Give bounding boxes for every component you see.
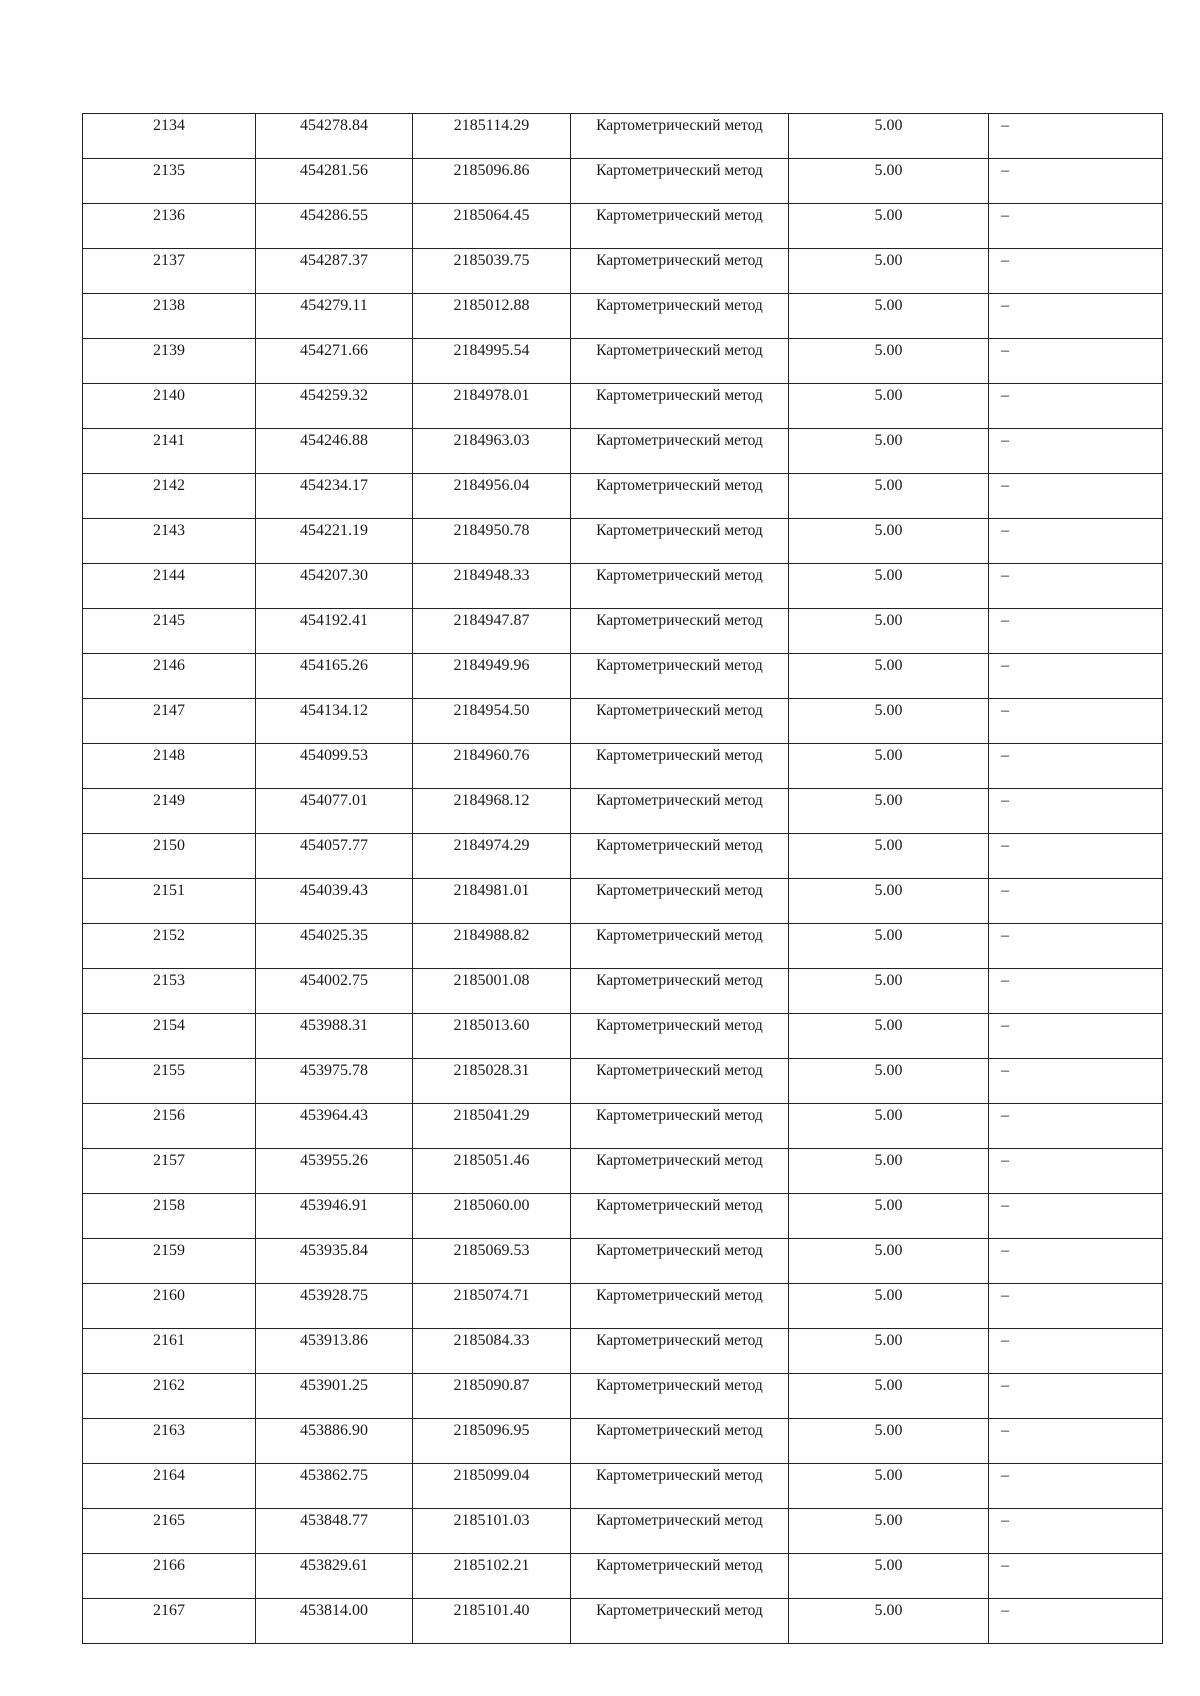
y-coordinate-cell: 2184947.87 (413, 609, 571, 654)
accuracy-cell: 5.00 (789, 429, 989, 474)
point-number-cell: 2158 (83, 1194, 256, 1239)
y-coordinate-cell: 2185039.75 (413, 249, 571, 294)
y-coordinate-cell: 2185041.29 (413, 1104, 571, 1149)
note-cell: – (989, 1374, 1163, 1419)
y-coordinate-cell: 2184995.54 (413, 339, 571, 384)
method-cell: Картометрический метод (571, 744, 789, 789)
accuracy-cell: 5.00 (789, 159, 989, 204)
x-coordinate-cell: 454025.35 (256, 924, 413, 969)
method-cell: Картометрический метод (571, 159, 789, 204)
method-cell: Картометрический метод (571, 1509, 789, 1554)
note-cell: – (989, 1419, 1163, 1464)
x-coordinate-cell: 454221.19 (256, 519, 413, 564)
x-coordinate-cell: 453913.86 (256, 1329, 413, 1374)
method-cell: Картометрический метод (571, 519, 789, 564)
x-coordinate-cell: 454099.53 (256, 744, 413, 789)
point-number-cell: 2156 (83, 1104, 256, 1149)
note-cell: – (989, 1464, 1163, 1509)
table-row (83, 1239, 1163, 1284)
method-cell: Картометрический метод (571, 654, 789, 699)
note-cell: – (989, 969, 1163, 1014)
point-number-cell: 2137 (83, 249, 256, 294)
note-cell: – (989, 1239, 1163, 1284)
accuracy-cell: 5.00 (789, 1329, 989, 1374)
method-cell: Картометрический метод (571, 474, 789, 519)
method-cell: Картометрический метод (571, 249, 789, 294)
y-coordinate-cell: 2185001.08 (413, 969, 571, 1014)
note-cell: – (989, 699, 1163, 744)
method-cell: Картометрический метод (571, 294, 789, 339)
method-cell: Картометрический метод (571, 1104, 789, 1149)
y-coordinate-cell: 2185013.60 (413, 1014, 571, 1059)
x-coordinate-cell: 453946.91 (256, 1194, 413, 1239)
method-cell: Картометрический метод (571, 969, 789, 1014)
table-row (83, 1149, 1163, 1194)
table-row (83, 249, 1163, 294)
x-coordinate-cell: 453901.25 (256, 1374, 413, 1419)
table-row (83, 1014, 1163, 1059)
table-row (83, 339, 1163, 384)
note-cell: – (989, 744, 1163, 789)
table-row (83, 834, 1163, 879)
method-cell: Картометрический метод (571, 699, 789, 744)
point-number-cell: 2154 (83, 1014, 256, 1059)
method-cell: Картометрический метод (571, 1599, 789, 1644)
point-number-cell: 2162 (83, 1374, 256, 1419)
x-coordinate-cell: 454134.12 (256, 699, 413, 744)
y-coordinate-cell: 2185096.86 (413, 159, 571, 204)
x-coordinate-cell: 454281.56 (256, 159, 413, 204)
y-coordinate-cell: 2184968.12 (413, 789, 571, 834)
note-cell: – (989, 384, 1163, 429)
method-cell: Картометрический метод (571, 1284, 789, 1329)
point-number-cell: 2167 (83, 1599, 256, 1644)
table-row (83, 474, 1163, 519)
y-coordinate-cell: 2184960.76 (413, 744, 571, 789)
note-cell: – (989, 294, 1163, 339)
table-row (83, 924, 1163, 969)
accuracy-cell: 5.00 (789, 1149, 989, 1194)
table-row (83, 1104, 1163, 1149)
table-row (83, 744, 1163, 789)
x-coordinate-cell: 453975.78 (256, 1059, 413, 1104)
accuracy-cell: 5.00 (789, 1509, 989, 1554)
accuracy-cell: 5.00 (789, 924, 989, 969)
accuracy-cell: 5.00 (789, 1059, 989, 1104)
method-cell: Картометрический метод (571, 1419, 789, 1464)
point-number-cell: 2146 (83, 654, 256, 699)
y-coordinate-cell: 2184978.01 (413, 384, 571, 429)
x-coordinate-cell: 454287.37 (256, 249, 413, 294)
y-coordinate-cell: 2185102.21 (413, 1554, 571, 1599)
note-cell: – (989, 1059, 1163, 1104)
accuracy-cell: 5.00 (789, 744, 989, 789)
method-cell: Картометрический метод (571, 1149, 789, 1194)
x-coordinate-cell: 453935.84 (256, 1239, 413, 1284)
point-number-cell: 2135 (83, 159, 256, 204)
x-coordinate-cell: 454002.75 (256, 969, 413, 1014)
note-cell: – (989, 1194, 1163, 1239)
method-cell: Картометрический метод (571, 1464, 789, 1509)
x-coordinate-cell: 453928.75 (256, 1284, 413, 1329)
point-number-cell: 2140 (83, 384, 256, 429)
coordinates-table (82, 113, 1163, 1644)
table-row (83, 879, 1163, 924)
accuracy-cell: 5.00 (789, 519, 989, 564)
point-number-cell: 2152 (83, 924, 256, 969)
x-coordinate-cell: 454246.88 (256, 429, 413, 474)
method-cell: Картометрический метод (571, 384, 789, 429)
accuracy-cell: 5.00 (789, 1239, 989, 1284)
note-cell: – (989, 114, 1163, 159)
y-coordinate-cell: 2184963.03 (413, 429, 571, 474)
note-cell: – (989, 879, 1163, 924)
method-cell: Картометрический метод (571, 924, 789, 969)
point-number-cell: 2139 (83, 339, 256, 384)
method-cell: Картометрический метод (571, 879, 789, 924)
table-row (83, 1464, 1163, 1509)
table-row (83, 204, 1163, 249)
y-coordinate-cell: 2185084.33 (413, 1329, 571, 1374)
accuracy-cell: 5.00 (789, 384, 989, 429)
note-cell: – (989, 249, 1163, 294)
method-cell: Картометрический метод (571, 1014, 789, 1059)
y-coordinate-cell: 2184988.82 (413, 924, 571, 969)
point-number-cell: 2136 (83, 204, 256, 249)
y-coordinate-cell: 2184981.01 (413, 879, 571, 924)
table-row (83, 159, 1163, 204)
x-coordinate-cell: 453955.26 (256, 1149, 413, 1194)
method-cell: Картометрический метод (571, 1554, 789, 1599)
note-cell: – (989, 1104, 1163, 1149)
point-number-cell: 2165 (83, 1509, 256, 1554)
y-coordinate-cell: 2185060.00 (413, 1194, 571, 1239)
y-coordinate-cell: 2184956.04 (413, 474, 571, 519)
note-cell: – (989, 519, 1163, 564)
table-row (83, 1194, 1163, 1239)
table-row (83, 564, 1163, 609)
accuracy-cell: 5.00 (789, 1194, 989, 1239)
point-number-cell: 2144 (83, 564, 256, 609)
x-coordinate-cell: 454234.17 (256, 474, 413, 519)
method-cell: Картометрический метод (571, 339, 789, 384)
point-number-cell: 2166 (83, 1554, 256, 1599)
point-number-cell: 2164 (83, 1464, 256, 1509)
method-cell: Картометрический метод (571, 1374, 789, 1419)
accuracy-cell: 5.00 (789, 1599, 989, 1644)
table-row (83, 654, 1163, 699)
note-cell: – (989, 204, 1163, 249)
x-coordinate-cell: 454286.55 (256, 204, 413, 249)
accuracy-cell: 5.00 (789, 654, 989, 699)
accuracy-cell: 5.00 (789, 474, 989, 519)
x-coordinate-cell: 453886.90 (256, 1419, 413, 1464)
y-coordinate-cell: 2184948.33 (413, 564, 571, 609)
note-cell: – (989, 1284, 1163, 1329)
point-number-cell: 2145 (83, 609, 256, 654)
x-coordinate-cell: 454279.11 (256, 294, 413, 339)
method-cell: Картометрический метод (571, 204, 789, 249)
note-cell: – (989, 789, 1163, 834)
x-coordinate-cell: 453848.77 (256, 1509, 413, 1554)
y-coordinate-cell: 2185064.45 (413, 204, 571, 249)
y-coordinate-cell: 2185090.87 (413, 1374, 571, 1419)
point-number-cell: 2160 (83, 1284, 256, 1329)
accuracy-cell: 5.00 (789, 1554, 989, 1599)
table-row (83, 114, 1163, 159)
accuracy-cell: 5.00 (789, 969, 989, 1014)
method-cell: Картометрический метод (571, 429, 789, 474)
accuracy-cell: 5.00 (789, 699, 989, 744)
table-row (83, 1554, 1163, 1599)
point-number-cell: 2147 (83, 699, 256, 744)
x-coordinate-cell: 454057.77 (256, 834, 413, 879)
y-coordinate-cell: 2184949.96 (413, 654, 571, 699)
accuracy-cell: 5.00 (789, 249, 989, 294)
note-cell: – (989, 1599, 1163, 1644)
y-coordinate-cell: 2184974.29 (413, 834, 571, 879)
method-cell: Картометрический метод (571, 834, 789, 879)
y-coordinate-cell: 2185012.88 (413, 294, 571, 339)
accuracy-cell: 5.00 (789, 564, 989, 609)
point-number-cell: 2142 (83, 474, 256, 519)
y-coordinate-cell: 2185101.03 (413, 1509, 571, 1554)
point-number-cell: 2141 (83, 429, 256, 474)
y-coordinate-cell: 2185099.04 (413, 1464, 571, 1509)
point-number-cell: 2138 (83, 294, 256, 339)
note-cell: – (989, 834, 1163, 879)
accuracy-cell: 5.00 (789, 1284, 989, 1329)
method-cell: Картометрический метод (571, 789, 789, 834)
method-cell: Картометрический метод (571, 609, 789, 654)
table-row (83, 1284, 1163, 1329)
note-cell: – (989, 159, 1163, 204)
point-number-cell: 2157 (83, 1149, 256, 1194)
point-number-cell: 2153 (83, 969, 256, 1014)
accuracy-cell: 5.00 (789, 1374, 989, 1419)
table-row (83, 1329, 1163, 1374)
method-cell: Картометрический метод (571, 114, 789, 159)
note-cell: – (989, 339, 1163, 384)
x-coordinate-cell: 453964.43 (256, 1104, 413, 1149)
table-row (83, 1374, 1163, 1419)
point-number-cell: 2155 (83, 1059, 256, 1104)
accuracy-cell: 5.00 (789, 339, 989, 384)
x-coordinate-cell: 454165.26 (256, 654, 413, 699)
coordinates-table-body (83, 114, 1163, 1644)
method-cell: Картометрический метод (571, 1194, 789, 1239)
accuracy-cell: 5.00 (789, 879, 989, 924)
x-coordinate-cell: 453988.31 (256, 1014, 413, 1059)
x-coordinate-cell: 453829.61 (256, 1554, 413, 1599)
accuracy-cell: 5.00 (789, 1104, 989, 1149)
note-cell: – (989, 1014, 1163, 1059)
x-coordinate-cell: 453862.75 (256, 1464, 413, 1509)
y-coordinate-cell: 2185101.40 (413, 1599, 571, 1644)
table-row (83, 789, 1163, 834)
table-row (83, 1599, 1163, 1644)
accuracy-cell: 5.00 (789, 204, 989, 249)
table-row (83, 609, 1163, 654)
y-coordinate-cell: 2185114.29 (413, 114, 571, 159)
point-number-cell: 2143 (83, 519, 256, 564)
x-coordinate-cell: 454039.43 (256, 879, 413, 924)
note-cell: – (989, 1509, 1163, 1554)
note-cell: – (989, 924, 1163, 969)
accuracy-cell: 5.00 (789, 1419, 989, 1464)
y-coordinate-cell: 2185069.53 (413, 1239, 571, 1284)
point-number-cell: 2149 (83, 789, 256, 834)
point-number-cell: 2159 (83, 1239, 256, 1284)
table-row (83, 1059, 1163, 1104)
method-cell: Картометрический метод (571, 1329, 789, 1374)
table-row (83, 429, 1163, 474)
y-coordinate-cell: 2184954.50 (413, 699, 571, 744)
table-row (83, 384, 1163, 429)
y-coordinate-cell: 2185051.46 (413, 1149, 571, 1194)
note-cell: – (989, 654, 1163, 699)
accuracy-cell: 5.00 (789, 789, 989, 834)
note-cell: – (989, 429, 1163, 474)
x-coordinate-cell: 454278.84 (256, 114, 413, 159)
x-coordinate-cell: 454192.41 (256, 609, 413, 654)
x-coordinate-cell: 453814.00 (256, 1599, 413, 1644)
table-row (83, 294, 1163, 339)
accuracy-cell: 5.00 (789, 294, 989, 339)
y-coordinate-cell: 2184950.78 (413, 519, 571, 564)
accuracy-cell: 5.00 (789, 1464, 989, 1509)
point-number-cell: 2163 (83, 1419, 256, 1464)
y-coordinate-cell: 2185028.31 (413, 1059, 571, 1104)
note-cell: – (989, 1329, 1163, 1374)
method-cell: Картометрический метод (571, 564, 789, 609)
table-row (83, 699, 1163, 744)
method-cell: Картометрический метод (571, 1239, 789, 1284)
accuracy-cell: 5.00 (789, 114, 989, 159)
accuracy-cell: 5.00 (789, 834, 989, 879)
note-cell: – (989, 564, 1163, 609)
point-number-cell: 2151 (83, 879, 256, 924)
y-coordinate-cell: 2185096.95 (413, 1419, 571, 1464)
point-number-cell: 2148 (83, 744, 256, 789)
table-row (83, 1509, 1163, 1554)
table-row (83, 969, 1163, 1014)
y-coordinate-cell: 2185074.71 (413, 1284, 571, 1329)
table-row (83, 519, 1163, 564)
x-coordinate-cell: 454271.66 (256, 339, 413, 384)
x-coordinate-cell: 454207.30 (256, 564, 413, 609)
x-coordinate-cell: 454259.32 (256, 384, 413, 429)
point-number-cell: 2150 (83, 834, 256, 879)
table-row (83, 1419, 1163, 1464)
note-cell: – (989, 474, 1163, 519)
accuracy-cell: 5.00 (789, 609, 989, 654)
point-number-cell: 2134 (83, 114, 256, 159)
note-cell: – (989, 609, 1163, 654)
method-cell: Картометрический метод (571, 1059, 789, 1104)
note-cell: – (989, 1554, 1163, 1599)
point-number-cell: 2161 (83, 1329, 256, 1374)
accuracy-cell: 5.00 (789, 1014, 989, 1059)
note-cell: – (989, 1149, 1163, 1194)
x-coordinate-cell: 454077.01 (256, 789, 413, 834)
